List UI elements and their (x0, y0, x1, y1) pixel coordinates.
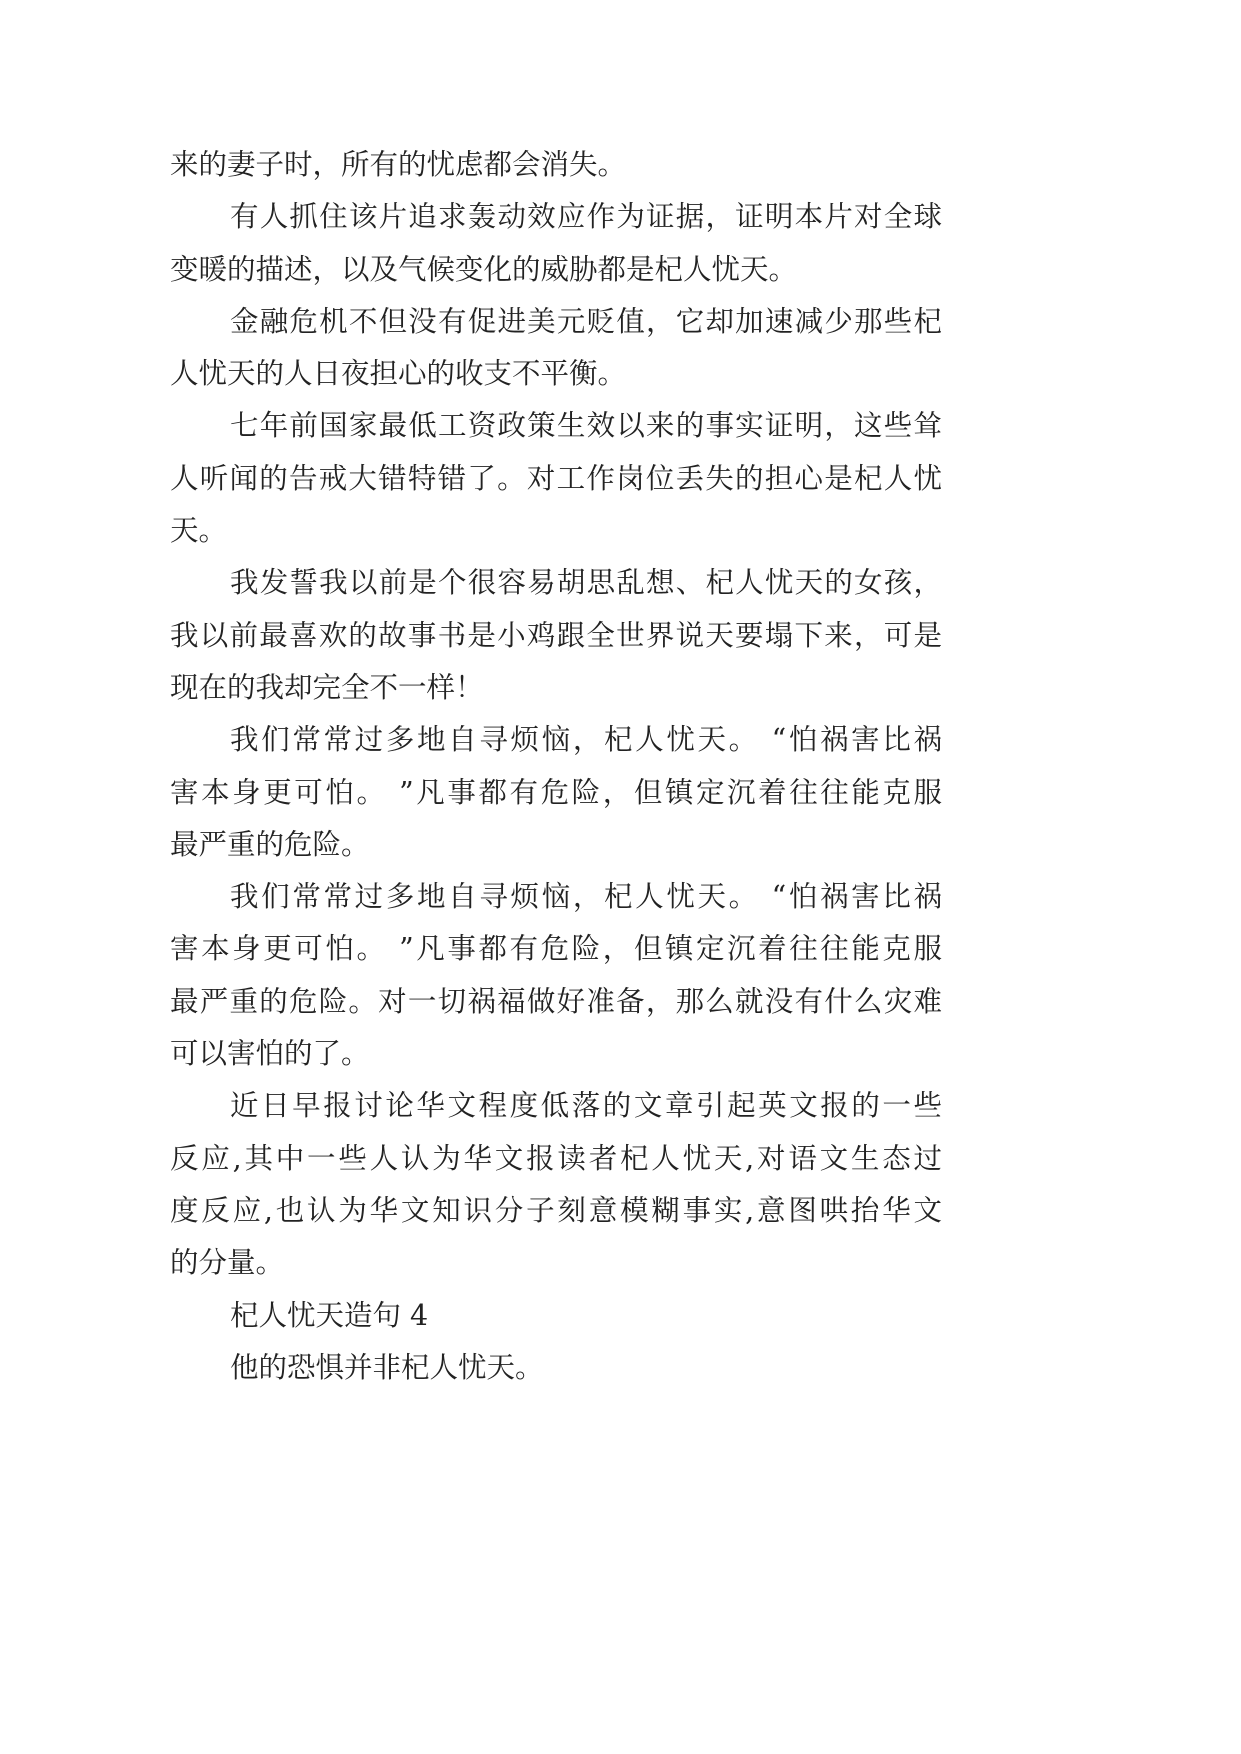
text-line: 来的妻子时，所有的忧虑都会消失。 (170, 148, 627, 181)
text-line: 度反应,也认为华文知识分子刻意模糊事实,意图哄抬华文 (170, 1193, 942, 1227)
text-line: 害本身更可怕。 ”凡事都有危险，但镇定沉着往往能克服 (170, 932, 942, 966)
paragraph (170, 1080, 942, 1289)
text-line: 七年前国家最低工资政策生效以来的事实证明，这些耸 (230, 409, 942, 443)
text-line: 现在的我却完全不一样！ (170, 670, 484, 704)
section-heading-text: 杞人忧天造句 4 (230, 1298, 429, 1332)
text-line: 近日早报讨论华文程度低落的文章引起英文报的一些 (230, 1089, 942, 1123)
text-line: 的分量。 (170, 1246, 285, 1280)
paragraph (170, 400, 942, 557)
document-body (170, 139, 942, 1394)
section-heading (170, 1290, 942, 1342)
text-line: 最严重的危险。对一切祸福做好准备，那么就没有什么灾难 (170, 984, 942, 1018)
paragraph (170, 557, 942, 714)
paragraph (170, 871, 942, 1080)
paragraph (170, 191, 942, 296)
text-line: 反应,其中一些人认为华文报读者杞人忧天,对语文生态过 (170, 1141, 942, 1175)
text-line: 金融危机不但没有促进美元贬值，它却加速减少那些杞 (230, 304, 942, 338)
paragraph-continued (170, 139, 942, 191)
text-line: 我们常常过多地自寻烦恼，杞人忧天。 “怕祸害比祸 (230, 723, 942, 757)
text-line: 可以害怕的了。 (170, 1037, 370, 1071)
text-line: 我以前最喜欢的故事书是小鸡跟全世界说天要塌下来，可是 (170, 618, 942, 652)
text-line: 他的恐惧并非杞人忧天。 (230, 1350, 544, 1384)
text-line: 我发誓我以前是个很容易胡思乱想、杞人忧天的女孩， (230, 566, 942, 600)
text-line: 人忧天的人日夜担心的收支不平衡。 (170, 357, 627, 391)
text-line: 害本身更可怕。 ”凡事都有危险，但镇定沉着往往能克服 (170, 775, 942, 809)
text-line: 变暖的描述，以及气候变化的威胁都是杞人忧天。 (170, 252, 798, 286)
text-line: 有人抓住该片追求轰动效应作为证据，证明本片对全球 (230, 200, 942, 234)
paragraph (170, 714, 942, 871)
text-line: 人听闻的告戒大错特错了。对工作岗位丢失的担心是杞人忧 (170, 461, 942, 495)
text-line: 天。 (170, 514, 228, 548)
text-line: 最严重的危险。 (170, 827, 370, 861)
paragraph (170, 296, 942, 401)
text-line: 我们常常过多地自寻烦恼，杞人忧天。 “怕祸害比祸 (230, 880, 942, 914)
paragraph (170, 1342, 942, 1394)
